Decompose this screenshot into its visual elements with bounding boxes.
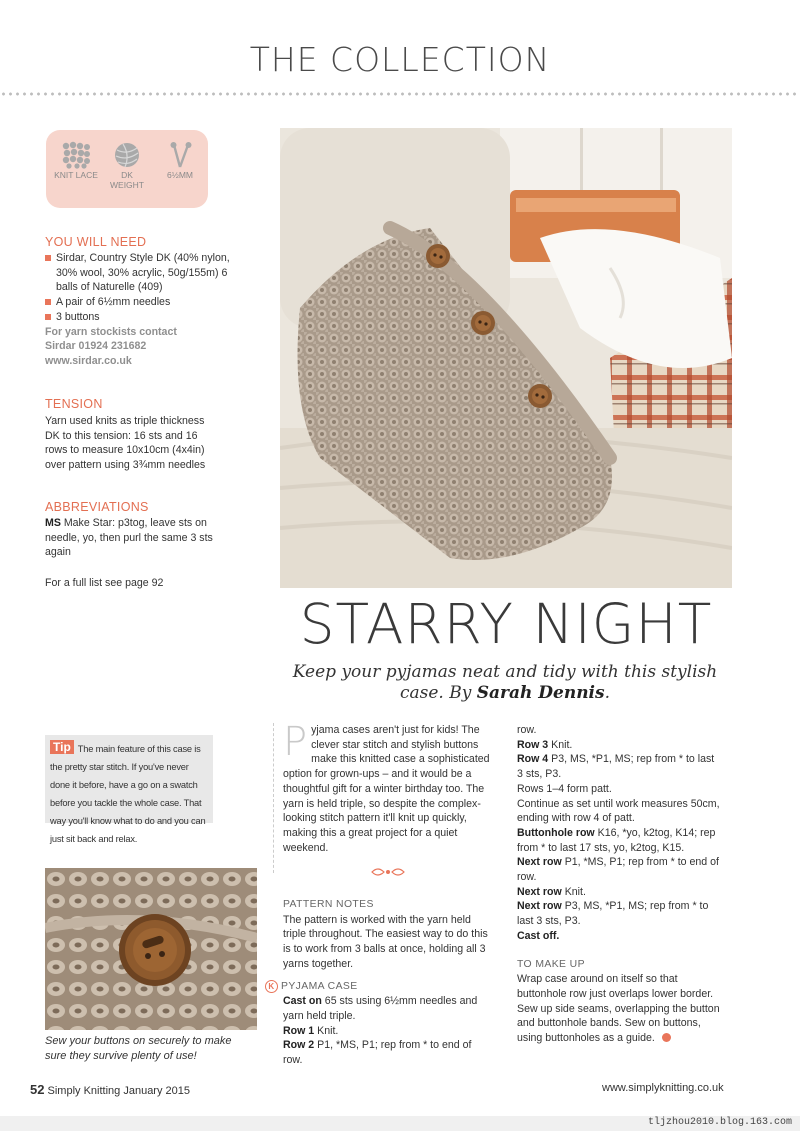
row-continuation: row. — [517, 724, 537, 736]
intro-text: yjama cases aren't just for kids! The clever star stitch and stylish buttons make this knitted case a sophisticated option for grown-ups – and it would be a thoughtful gift for a winter birthday too. The yarn is held triple, so despite the complex-looking stitch pattern it'll knit up quickly, making this a great project for a quiet weekend. — [283, 724, 490, 854]
badge-item-needle-size — [156, 140, 204, 180]
needles-icon — [156, 140, 204, 170]
instruction-label: Next row — [517, 856, 562, 869]
cast-on-instruction — [283, 994, 493, 1023]
next-row-2 — [517, 885, 722, 900]
pyjama-case-label: PYJAMA CASE — [281, 980, 358, 992]
author-name: Sarah Dennis — [476, 683, 605, 703]
full-list-note: For a full list see page 92 — [45, 577, 164, 589]
stockist-link[interactable]: www.sirdar.co.uk — [45, 354, 132, 367]
magazine-issue: Simply Knitting January 2015 — [47, 1085, 190, 1097]
make-up-body: Wrap case around on itself so that buttonhole row just overlaps lower border. Sew up side seams, overlapping the button and buttonhole bands. Sew on buttons, using buttonholes as a guide. — [517, 973, 720, 1045]
badge-label: KNIT LACE — [54, 170, 98, 180]
column-rule — [273, 723, 274, 873]
instruction-text: P1, *MS, P1; rep from * to end of row. — [517, 856, 719, 884]
standfirst-end: . — [604, 683, 610, 703]
footer-left — [30, 1082, 190, 1097]
instruction-text: 65 sts using 6½mm needles and yarn held triple. — [283, 995, 478, 1022]
instruction-text: Knit. — [561, 885, 586, 898]
ornament-divider — [283, 865, 493, 884]
row4-instruction — [517, 752, 722, 781]
footer-website[interactable]: www.simplyknitting.co.uk — [602, 1082, 724, 1094]
knit-marker-icon: K — [265, 980, 278, 993]
you-will-need-heading: YOU WILL NEED — [45, 235, 147, 249]
instruction-label: Row 4 — [517, 753, 549, 766]
section-title: THE COLLECTION — [249, 40, 551, 79]
materials-list — [45, 251, 245, 369]
stockist-phone: Sirdar 01924 231682 — [45, 340, 147, 353]
tension-heading: TENSION — [45, 397, 103, 411]
instruction-text: P3, MS, *P1, MS; rep from * to last 3 sts, P3. — [517, 753, 715, 781]
skill-badge — [46, 130, 208, 208]
pyjama-case-heading — [265, 980, 493, 995]
row1-instruction — [283, 1024, 493, 1039]
badge-label: DK WEIGHT — [110, 170, 144, 190]
instruction-text: Knit. — [548, 738, 573, 751]
abbr-definition: Make Star: p3tog, leave sts on needle, yo, then purl the same 3 sts again — [45, 517, 213, 559]
tension-text: Yarn used knits as triple thickness DK to this tension: 16 sts and 16 rows to measure 10x10cm (4x4in) over pattern using 3¾mm needles — [45, 415, 206, 472]
continue-text: Continue as set until work measures 50cm, ending with row 4 of patt. — [517, 797, 720, 825]
instruction-label: Row 1 — [283, 1024, 315, 1037]
article-column-1 — [268, 719, 493, 1068]
instruction-label: Cast on — [283, 995, 322, 1008]
button-detail-photo — [45, 868, 257, 1030]
article-column-2 — [517, 723, 722, 1046]
instruction-label: Next row — [517, 885, 562, 898]
abbreviations-text — [45, 516, 225, 560]
standfirst — [290, 662, 720, 704]
stockist-line: For yarn stockists contact — [45, 325, 177, 338]
list-item: Sirdar, Country Style DK (40% nylon, 30% wool, 30% acrylic, 50g/155m) 6 balls of Naturelle (409) — [45, 251, 245, 295]
standfirst-text: Keep your pyjamas neat and tidy with this stylish case. By — [292, 662, 718, 703]
instruction-text: P3, MS, *P1, MS; rep from * to last 3 sts, P3. — [517, 900, 709, 928]
yarn-ball-icon — [103, 140, 151, 170]
row3-instruction — [517, 738, 722, 753]
list-item: 3 buttons — [45, 310, 245, 325]
dotted-divider — [0, 92, 800, 96]
next-row-3 — [517, 899, 722, 928]
photo-caption: Sew your buttons on securely to make sure they survive plenty of use! — [45, 1035, 232, 1062]
rows-form-text: Rows 1–4 form patt. — [517, 782, 612, 795]
cast-off — [517, 929, 722, 944]
instruction-text: P1, *MS, P1; rep from * to end of row. — [283, 1039, 472, 1067]
buttonhole-instruction — [517, 826, 722, 855]
list-item: A pair of 6½mm needles — [45, 295, 245, 310]
tip-box — [45, 735, 213, 844]
knit-lace-icon — [52, 140, 100, 170]
next-row-1 — [517, 855, 722, 884]
tip-text: The main feature of this case is the pretty star stitch. If you've never done it before, have a go on a swatch before you tackle the whole case. That way you'll know what to do and you can just sit back and relax. — [50, 744, 206, 844]
badge-item-dk-weight — [103, 140, 151, 190]
page-number: 52 — [30, 1082, 45, 1097]
instruction-label: Buttonhole row — [517, 826, 595, 839]
make-up-heading: TO MAKE UP — [517, 958, 585, 970]
pattern-notes-text: The pattern is worked with the yarn held triple throughout. The easiest way to do this is to work from 3 balls at once, holding all 3 yarns together. — [283, 913, 488, 970]
abbr-term: MS — [45, 517, 61, 529]
make-up-text — [517, 972, 722, 1046]
drop-cap: P — [283, 719, 308, 765]
article-title: STARRY NIGHT — [299, 592, 713, 656]
tip-label: Tip — [50, 740, 74, 754]
badge-item-knit-lace — [52, 140, 100, 180]
end-mark-icon — [662, 1033, 671, 1042]
ornament-icon — [370, 865, 406, 879]
instruction-label: Row 3 — [517, 738, 549, 751]
badge-label: 6½MM — [167, 170, 193, 180]
watermark: tljzhou2010.blog.163.com — [647, 1117, 792, 1128]
instruction-label: Cast off. — [517, 929, 560, 942]
hero-photo — [280, 128, 732, 588]
pattern-notes-heading: PATTERN NOTES — [283, 899, 374, 911]
instruction-label: Next row — [517, 900, 562, 913]
abbreviations-heading: ABBREVIATIONS — [45, 500, 149, 514]
instruction-text: Knit. — [314, 1024, 339, 1037]
instruction-label: Row 2 — [283, 1039, 315, 1052]
row2-instruction — [283, 1038, 493, 1067]
instruction-text: K16, *yo, k2tog, K14; rep from * to last 17 sts, yo, k2tog, K15. — [517, 826, 716, 854]
